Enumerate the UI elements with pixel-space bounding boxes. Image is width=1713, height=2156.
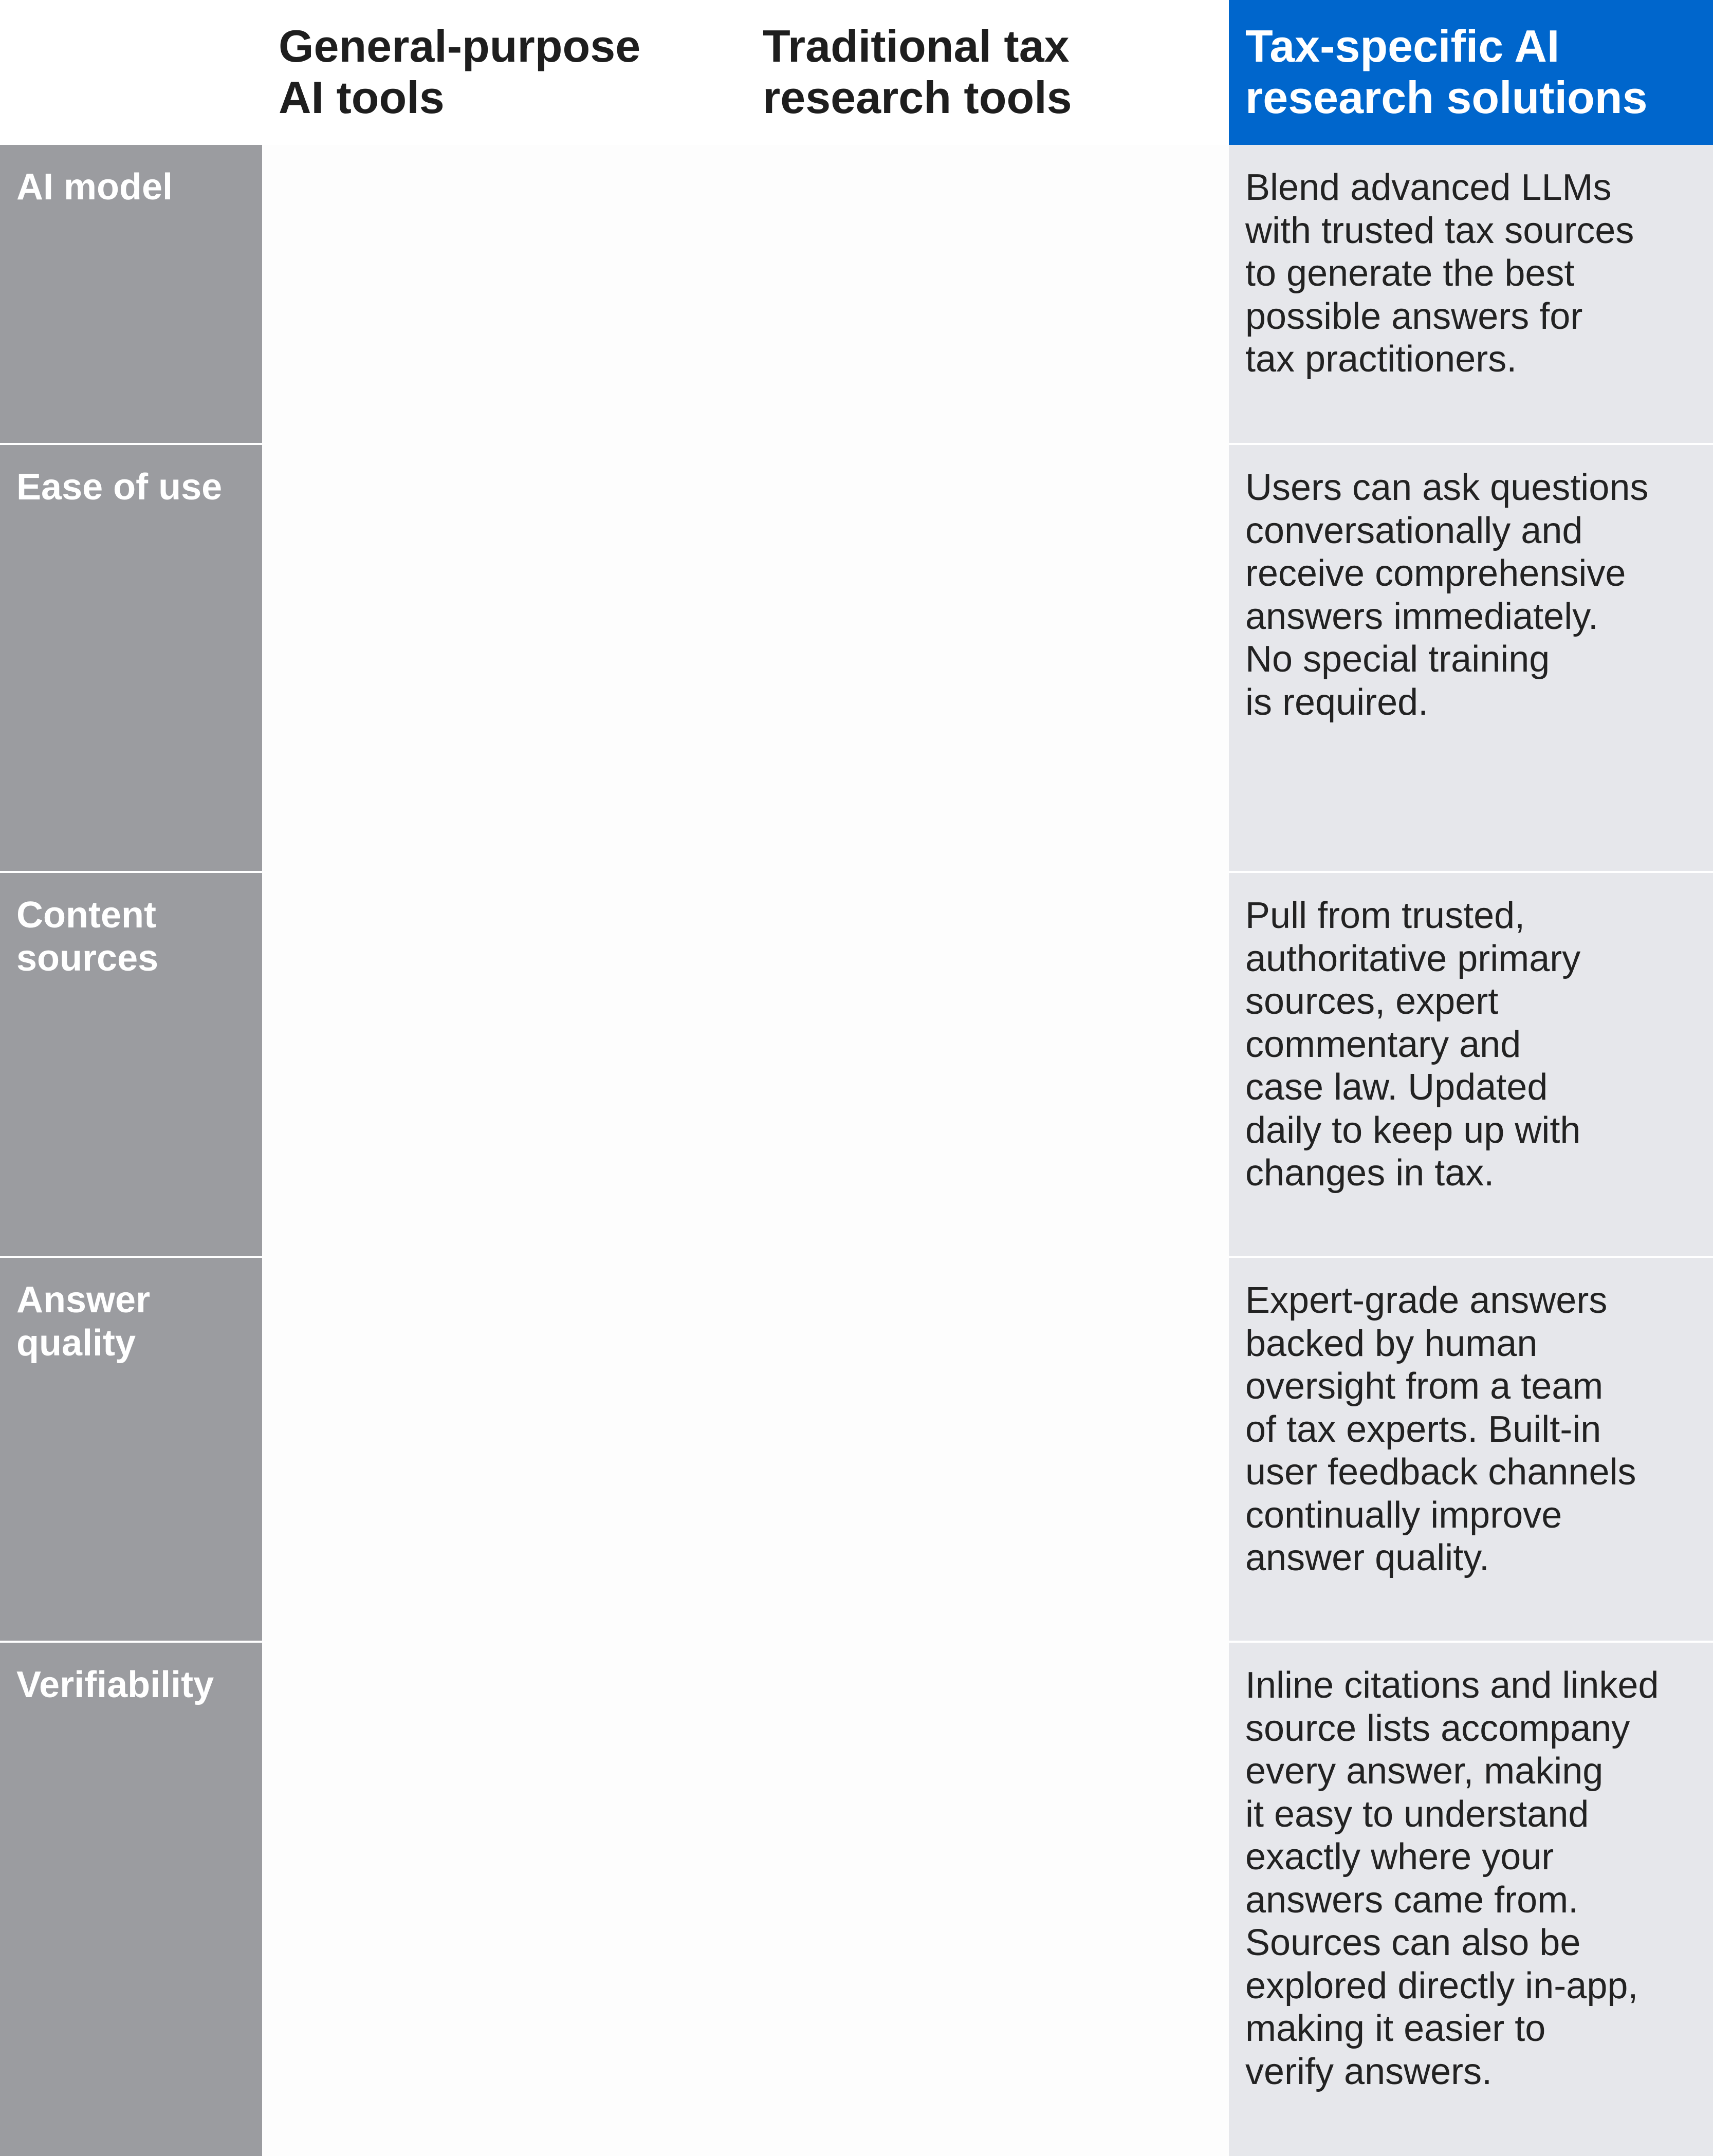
cell-tax-specific-verifiability: Inline citations and linked source lists accompany every answer, making it easy to understand exactly where your answers came from. Sources can also be explored directly in-app, making it easier to verify answers. <box>1229 1643 1713 2156</box>
column-header-general-purpose: General-purpose AI tools <box>279 21 641 123</box>
column-header-tax-specific: Tax-specific AI research solutions <box>1229 0 1713 145</box>
row-label-answer-quality: Answer quality <box>0 1258 262 1641</box>
row-label-ai-model: AI model <box>0 145 262 443</box>
cell-tax-specific-ai-model: Blend advanced LLMs with trusted tax sources to generate the best possible answers for tax practitioners. <box>1229 145 1713 443</box>
column-header-traditional: Traditional tax research tools <box>763 21 1072 123</box>
row-label-content-sources: Content sources <box>0 873 262 1256</box>
row-label-ease-of-use: Ease of use <box>0 445 262 871</box>
cell-tax-specific-answer-quality: Expert-grade answers backed by human oversight from a team of tax experts. Built-in user feedback channels continually improve answer quality. <box>1229 1258 1713 1641</box>
column-body-traditional <box>745 145 1229 2156</box>
cell-tax-specific-content-sources: Pull from trusted, authoritative primary sources, expert commentary and case law. Updated daily to keep up with changes in tax. <box>1229 873 1713 1256</box>
cell-tax-specific-ease-of-use: Users can ask questions conversationally and receive comprehensive answers immediately. No special training is required. <box>1229 445 1713 871</box>
column-body-general-purpose <box>262 145 745 2156</box>
row-label-verifiability: Verifiability <box>0 1643 262 2156</box>
